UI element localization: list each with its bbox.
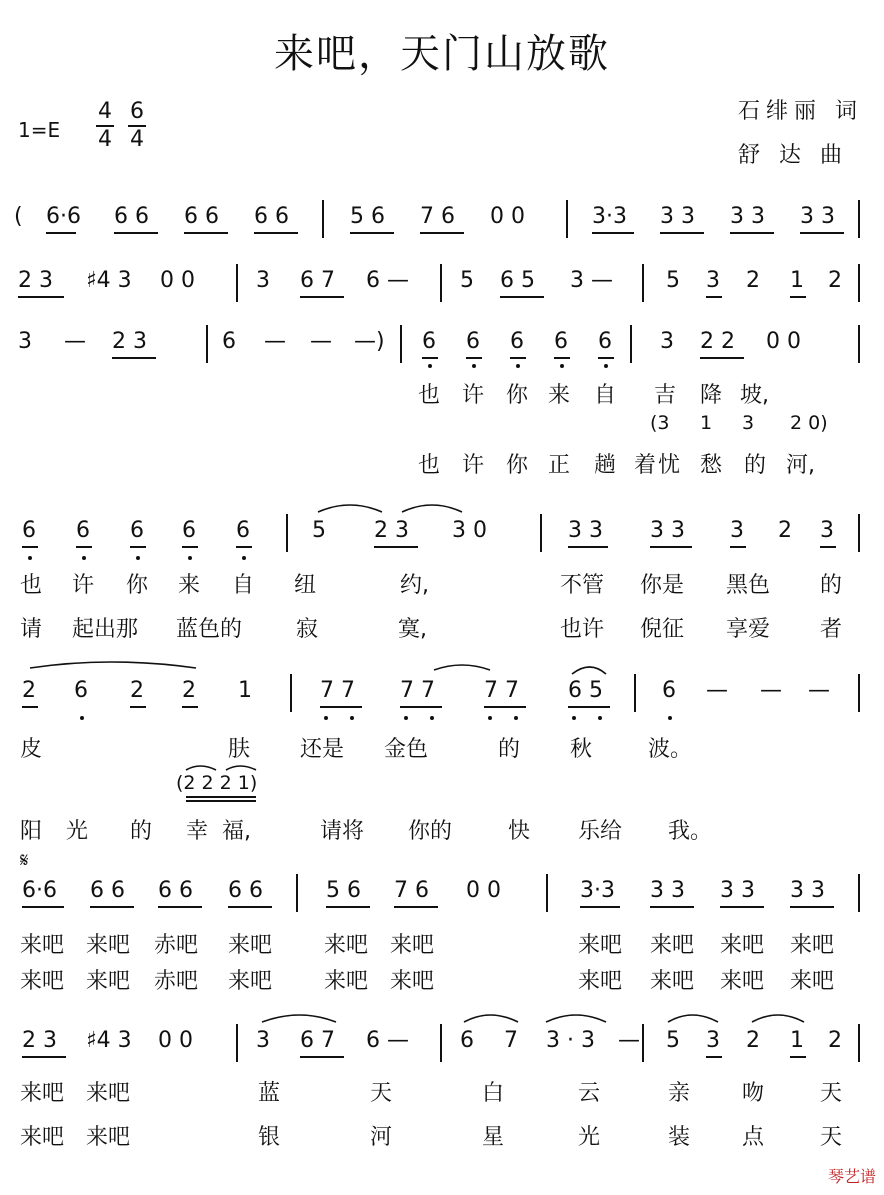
lyric-syllable: 的: [130, 819, 153, 844]
lyric-syllable: 来吧: [578, 969, 623, 994]
lyric-syllable: 天: [370, 1081, 393, 1106]
note: 3 3: [650, 878, 685, 903]
note: 3: [820, 518, 834, 543]
lyric-syllable: 银: [258, 1125, 281, 1150]
note: 7 7: [400, 678, 435, 703]
lyric-syllable: 来吧: [20, 1125, 65, 1150]
alternate-note: (3: [650, 412, 670, 434]
lyric-syllable: 皮: [20, 737, 43, 762]
lyric-syllable: 许: [462, 453, 485, 478]
note: 6·6: [46, 204, 81, 229]
lyric-syllable: 正: [548, 453, 571, 478]
lyric-syllable: 纽: [294, 573, 317, 598]
note: 2 3: [18, 268, 53, 293]
lyric-syllable: 河,: [786, 453, 815, 478]
lyric-syllable: 天: [820, 1125, 843, 1150]
lyric-syllable: 的: [820, 573, 843, 598]
lyric-syllable: 自: [232, 573, 255, 598]
lyric-syllable: 来吧: [790, 969, 835, 994]
note: 3: [730, 518, 744, 543]
lyric-syllable: 自: [594, 383, 617, 408]
note: 1: [790, 268, 804, 293]
note: 6 5: [568, 678, 603, 703]
note: 6 6: [228, 878, 263, 903]
lyric-syllable: 我。: [668, 819, 713, 844]
lyric-syllable: 黑色: [726, 573, 771, 598]
lyric-syllable: 来吧: [650, 933, 695, 958]
note: 2 3: [374, 518, 409, 543]
lyric-syllable: 请将: [320, 819, 365, 844]
lyric-syllable: 者: [820, 617, 843, 642]
note: 2: [828, 268, 842, 293]
slur: [318, 505, 382, 512]
note: 3·3: [580, 878, 615, 903]
note: 2 2: [700, 329, 735, 354]
lyric-syllable: 许: [462, 383, 485, 408]
lyric-syllable: 也: [418, 453, 441, 478]
lyric-syllable: 来吧: [720, 933, 765, 958]
lyric-syllable: 起出那: [72, 617, 139, 642]
lyric-syllable: 的: [498, 737, 521, 762]
note: —: [64, 329, 86, 354]
note: 2: [182, 678, 196, 703]
note: 7 7: [484, 678, 519, 703]
note: (: [14, 204, 23, 229]
note: 6: [510, 329, 524, 354]
alternate-note: (2 2 2 1): [176, 772, 258, 794]
alternate-note: 1: [700, 412, 713, 434]
lyric-syllable: 来吧: [390, 933, 435, 958]
note: 6: [598, 329, 612, 354]
lyric-syllable: 来: [548, 383, 571, 408]
lyric-syllable: 点: [742, 1125, 765, 1150]
note: 6: [554, 329, 568, 354]
lyric-syllable: 蓝: [258, 1081, 281, 1106]
lyric-syllable: 装: [668, 1125, 691, 1150]
note: 6: [76, 518, 90, 543]
note: 6 6: [158, 878, 193, 903]
slur: [30, 662, 196, 668]
composer-credit: 舒 达 曲: [738, 143, 848, 168]
lyric-syllable: 寂: [296, 617, 319, 642]
note: 3: [256, 1028, 270, 1053]
note: 6 5: [500, 268, 535, 293]
lyric-syllable: 你: [506, 453, 529, 478]
note: 0 0: [766, 329, 801, 354]
lyric-syllable: 波。: [648, 737, 693, 762]
note: 0 0: [490, 204, 525, 229]
note: —: [808, 678, 830, 703]
note: 3: [706, 268, 720, 293]
note: 0 0: [160, 268, 195, 293]
note: 5 6: [326, 878, 361, 903]
lyric-syllable: 的: [744, 453, 767, 478]
lyric-syllable: 来吧: [86, 1125, 131, 1150]
lyric-syllable: 阳: [20, 819, 43, 844]
note: 3 3: [720, 878, 755, 903]
key-signature: 1=E: [18, 118, 61, 142]
note: 5: [666, 1028, 680, 1053]
note: 6 7: [300, 1028, 335, 1053]
note: 3: [706, 1028, 720, 1053]
lyric-syllable: 吻: [742, 1081, 765, 1106]
note: 6 6: [184, 204, 219, 229]
lyric-syllable: 肤: [228, 737, 251, 762]
note: 2: [130, 678, 144, 703]
lyric-syllable: 星: [482, 1125, 505, 1150]
note: 2 3: [112, 329, 147, 354]
alternate-note: 2 0): [790, 412, 828, 434]
note: —: [760, 678, 782, 703]
note: 3 · 3: [546, 1028, 595, 1053]
note: 5: [666, 268, 680, 293]
note: 5 6: [350, 204, 385, 229]
note: 7: [504, 1028, 518, 1053]
note: 3 3: [650, 518, 685, 543]
note: 3: [256, 268, 270, 293]
note: 6: [460, 1028, 474, 1053]
note: 3 —: [570, 268, 613, 293]
note: 6 7: [300, 268, 335, 293]
lyric-syllable: 来吧: [228, 933, 273, 958]
note: 6·6: [22, 878, 57, 903]
lyric-syllable: 还是: [300, 737, 345, 762]
lyric-syllable: 你的: [408, 819, 453, 844]
note: 3 3: [568, 518, 603, 543]
lyric-syllable: 不管: [560, 573, 605, 598]
lyricist-credit: 石绯丽 词: [738, 99, 863, 124]
note: 1: [238, 678, 252, 703]
slur: [752, 1015, 804, 1022]
note: 6 6: [254, 204, 289, 229]
slur: [402, 505, 462, 512]
lyric-syllable: 坡,: [740, 383, 769, 408]
segno-sign: 𝄋: [20, 848, 29, 872]
note: 2: [22, 678, 36, 703]
lyric-syllable: 来吧: [324, 969, 369, 994]
lyric-syllable: 来吧: [20, 1081, 65, 1106]
note: 2: [778, 518, 792, 543]
lyric-syllable: 约,: [400, 573, 429, 598]
lyric-syllable: 秋: [570, 737, 593, 762]
note: 2: [746, 1028, 760, 1053]
slur: [186, 766, 216, 770]
lyric-syllable: 也许: [560, 617, 605, 642]
lyric-syllable: 来吧: [86, 969, 131, 994]
lyric-syllable: 你: [126, 573, 149, 598]
note: 2: [746, 268, 760, 293]
lyric-syllable: 来吧: [578, 933, 623, 958]
lyric-syllable: 你是: [640, 573, 685, 598]
slur: [546, 1015, 606, 1022]
note: 3 3: [790, 878, 825, 903]
note: 6 —: [366, 1028, 409, 1053]
slur: [464, 1015, 518, 1022]
lyric-syllable: 亲: [668, 1081, 691, 1106]
note: 5: [312, 518, 326, 543]
slur: [668, 1015, 718, 1022]
note: 3 0: [452, 518, 487, 543]
note: 6: [422, 329, 436, 354]
note: 6 6: [114, 204, 149, 229]
slur: [572, 667, 606, 674]
note: 3 3: [730, 204, 765, 229]
slur: [226, 766, 256, 770]
lyric-syllable: 福,: [222, 819, 251, 844]
lyric-syllable: 来吧: [790, 933, 835, 958]
lyric-syllable: 赤吧: [154, 933, 199, 958]
slur: [434, 665, 490, 670]
note: 7 6: [394, 878, 429, 903]
note: ♯4 3: [86, 1028, 132, 1053]
note: —): [354, 329, 385, 354]
lyric-syllable: 吉: [654, 383, 677, 408]
note: 3 3: [800, 204, 835, 229]
lyric-syllable: 请: [20, 617, 43, 642]
page-title: 来吧，天门山放歌: [274, 31, 610, 77]
note: 6: [236, 518, 250, 543]
note: 6: [662, 678, 676, 703]
note: 3: [18, 329, 32, 354]
lyric-syllable: 来吧: [86, 933, 131, 958]
watermark-logo: 琴艺谱: [827, 1167, 876, 1186]
note: 6: [22, 518, 36, 543]
note: 6: [74, 678, 88, 703]
note: 6: [130, 518, 144, 543]
lyric-syllable: 着: [634, 453, 657, 478]
note: 3·3: [592, 204, 627, 229]
lyric-syllable: 赤吧: [154, 969, 199, 994]
lyric-syllable: 蓝色的: [176, 617, 243, 642]
lyric-syllable: 天: [820, 1081, 843, 1106]
lyric-syllable: 河: [370, 1125, 393, 1150]
lyric-syllable: 来吧: [86, 1081, 131, 1106]
lyric-syllable: 白: [482, 1081, 505, 1106]
note: 6: [222, 329, 236, 354]
lyric-syllable: 也: [418, 383, 441, 408]
note: —: [310, 329, 332, 354]
slur: [262, 1015, 336, 1022]
lyric-syllable: 来吧: [720, 969, 765, 994]
lyric-syllable: 也: [20, 573, 43, 598]
time-signature-1: 4 4: [98, 99, 112, 152]
lyric-syllable: 许: [72, 573, 95, 598]
lyric-syllable: 来吧: [650, 969, 695, 994]
lyric-syllable: 来吧: [324, 933, 369, 958]
note: 3: [660, 329, 674, 354]
note: 1: [790, 1028, 804, 1053]
lyric-syllable: 来吧: [20, 933, 65, 958]
note: —: [264, 329, 286, 354]
lyric-syllable: 降: [700, 383, 723, 408]
note: 3 3: [660, 204, 695, 229]
lyric-syllable: 光: [578, 1125, 601, 1150]
note: —: [618, 1028, 640, 1053]
lyric-syllable: 寞,: [398, 617, 427, 642]
alternate-note: 3: [742, 412, 755, 434]
lyric-syllable: 幸: [186, 819, 209, 844]
note: —: [706, 678, 728, 703]
note: 6: [182, 518, 196, 543]
note: 5: [460, 268, 474, 293]
note: 0 0: [466, 878, 501, 903]
note: 2 3: [22, 1028, 57, 1053]
lyric-syllable: 乐给: [578, 819, 623, 844]
lyric-syllable: 来吧: [228, 969, 273, 994]
lyric-syllable: 享爱: [726, 617, 771, 642]
note: 6 6: [90, 878, 125, 903]
lyric-syllable: 云: [578, 1081, 601, 1106]
lyric-syllable: 愁: [700, 453, 723, 478]
lyric-syllable: 金色: [384, 737, 429, 762]
note: 7 6: [420, 204, 455, 229]
note: 6 —: [366, 268, 409, 293]
lyric-syllable: 忧: [658, 453, 681, 478]
note: 6: [466, 329, 480, 354]
lyric-syllable: 快: [508, 819, 531, 844]
note: 7 7: [320, 678, 355, 703]
time-signature-2: 6 4: [130, 99, 144, 152]
lyric-syllable: 来: [178, 573, 201, 598]
lyric-syllable: 来吧: [390, 969, 435, 994]
note: 0 0: [158, 1028, 193, 1053]
lyric-syllable: 你: [506, 383, 529, 408]
note: ♯4 3: [86, 268, 132, 293]
lyric-syllable: 倪征: [640, 617, 685, 642]
lyric-syllable: 光: [66, 819, 89, 844]
lyric-syllable: 趟: [594, 453, 617, 478]
note: 2: [828, 1028, 842, 1053]
lyric-syllable: 来吧: [20, 969, 65, 994]
